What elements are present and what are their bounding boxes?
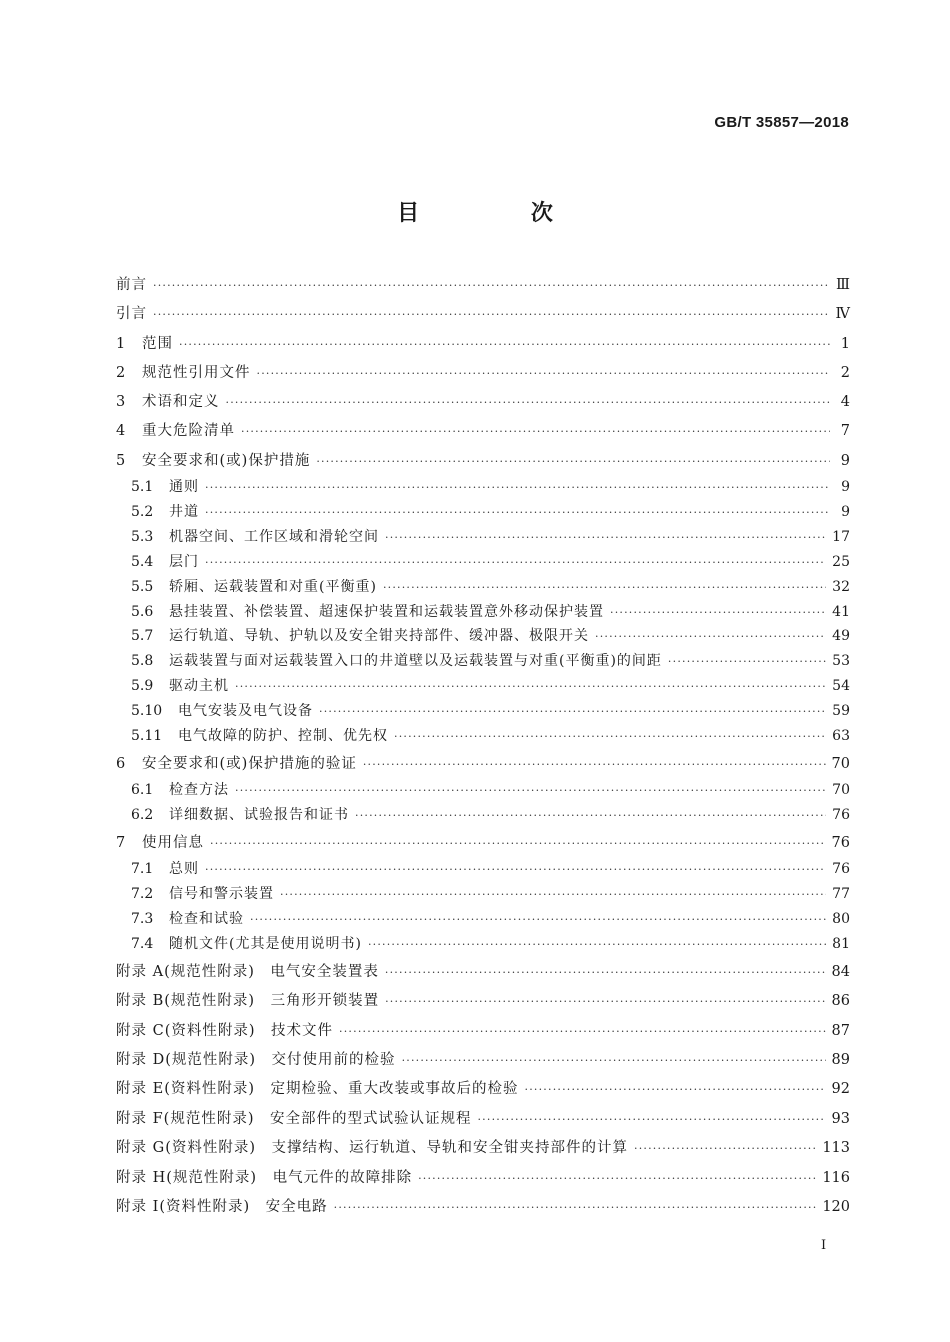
toc-entry-page: 1 <box>840 335 850 352</box>
toc-entry-page: 120 <box>822 1198 850 1215</box>
dot-leader <box>477 1110 825 1130</box>
toc-entry-label: 附录 F(规范性附录) 安全部件的型式试验认证规程 <box>116 1110 472 1127</box>
toc-entry-number: 2 <box>116 364 126 381</box>
toc-entry[interactable] <box>116 959 850 988</box>
dot-leader <box>334 1198 817 1218</box>
toc-entry-page: 86 <box>831 993 850 1010</box>
toc-entry[interactable] <box>116 934 850 959</box>
page-number: I <box>821 1238 827 1253</box>
toc-entry-number: 5.9 <box>131 678 154 695</box>
toc-entry-label: 驱动主机 <box>169 678 229 695</box>
dot-leader <box>235 781 826 801</box>
toc-entry-label: 安全要求和(或)保护措施的验证 <box>142 755 357 772</box>
toc-entry-label: 井道 <box>169 503 199 520</box>
toc-entry[interactable] <box>116 477 850 502</box>
toc-entry[interactable] <box>116 751 850 780</box>
toc-entry[interactable] <box>116 780 850 805</box>
toc-entry-label: 安全要求和(或)保护措施 <box>142 452 311 469</box>
toc-entry[interactable] <box>116 805 850 830</box>
toc-entry-number: 6.1 <box>131 782 154 799</box>
toc-entry-page: Ⅲ <box>836 277 850 293</box>
toc-entry-page: 70 <box>831 755 850 772</box>
dot-leader <box>153 305 830 325</box>
toc-entry[interactable] <box>116 331 850 360</box>
dot-leader <box>235 677 826 697</box>
dot-leader <box>634 1139 816 1159</box>
toc-entry-label: 随机文件(尤其是使用说明书) <box>169 935 362 952</box>
toc-entry-page: 87 <box>831 1022 850 1039</box>
toc-entry-page: 92 <box>831 1081 850 1098</box>
dot-leader <box>385 992 825 1012</box>
toc-entry-page: 80 <box>832 911 850 928</box>
toc-entry-label: 悬挂装置、补偿装置、超速保护装置和运载装置意外移动保护装置 <box>169 603 604 620</box>
dot-leader <box>355 806 826 826</box>
toc-entry-page: 17 <box>832 528 850 545</box>
toc-entry-number: 5 <box>116 452 126 469</box>
toc-entry[interactable] <box>116 884 850 909</box>
toc-entry-label: 术语和定义 <box>142 394 220 411</box>
toc-entry-label: 检查方法 <box>169 782 229 799</box>
toc-entry[interactable] <box>116 272 850 301</box>
toc-entry-label: 信号和警示装置 <box>169 886 274 903</box>
toc-entry-page: 54 <box>832 678 850 695</box>
toc-entry-page: 7 <box>840 423 850 440</box>
toc-entry-label: 运载装置与面对运载装置入口的井道壁以及运载装置与对重(平衡重)的间距 <box>169 653 662 670</box>
toc-entry-number: 4 <box>116 423 126 440</box>
dot-leader <box>280 885 826 905</box>
dot-leader <box>257 364 831 384</box>
toc-entry-page: Ⅳ <box>835 306 850 323</box>
toc-entry[interactable] <box>116 859 850 884</box>
toc-entry-number: 5.4 <box>131 553 154 570</box>
toc-entry-label: 轿厢、运载装置和对重(平衡重) <box>169 578 377 595</box>
toc-entry-label: 规范性引用文件 <box>142 364 251 381</box>
dot-leader <box>525 1080 826 1100</box>
toc-entry-number: 5.5 <box>131 578 154 595</box>
toc-entry-number: 6.2 <box>131 807 154 824</box>
toc-entry-label: 使用信息 <box>142 834 204 851</box>
toc-entry-page: 25 <box>832 553 850 570</box>
toc-entry-label: 重大危险清单 <box>142 423 235 440</box>
toc-entry-page: 76 <box>831 834 850 851</box>
dot-leader <box>179 335 830 355</box>
toc-entry[interactable] <box>116 1165 850 1194</box>
toc-entry-label: 附录 G(资料性附录) 支撑结构、运行轨道、导轨和安全钳夹持部件的计算 <box>116 1140 629 1157</box>
toc-entry[interactable] <box>116 602 850 627</box>
toc-entry-page: 113 <box>822 1140 850 1157</box>
toc-entry-label: 附录 E(资料性附录) 定期检验、重大改装或事故后的检验 <box>116 1081 519 1098</box>
toc-entry-page: 84 <box>831 963 850 980</box>
toc-entry[interactable] <box>116 527 850 552</box>
dot-leader <box>668 652 826 672</box>
toc-entry[interactable] <box>116 1106 850 1135</box>
toc-entry[interactable] <box>116 1047 850 1076</box>
toc-entry[interactable] <box>116 988 850 1017</box>
dot-leader <box>385 963 826 983</box>
toc-entry[interactable] <box>116 418 850 447</box>
toc-entry-number: 7.4 <box>131 935 154 952</box>
toc-entry-label: 附录 H(规范性附录) 电气元件的故障排除 <box>116 1169 413 1186</box>
table-of-contents <box>116 272 850 1223</box>
dot-leader <box>250 910 826 930</box>
toc-title: 目 次 <box>397 201 605 226</box>
toc-entry-number: 6 <box>116 755 126 772</box>
toc-entry-label: 附录 B(规范性附录) 三角形开锁装置 <box>116 993 380 1010</box>
toc-entry-label: 附录 C(资料性附录) 技术文件 <box>116 1022 334 1039</box>
toc-entry-page: 76 <box>832 861 850 878</box>
dot-leader <box>316 452 830 472</box>
toc-entry-page: 9 <box>841 503 850 520</box>
dot-leader <box>205 553 826 573</box>
toc-entry-page: 63 <box>832 727 850 744</box>
toc-entry-label: 总则 <box>169 861 199 878</box>
toc-entry[interactable] <box>116 651 850 676</box>
dot-leader <box>383 578 826 598</box>
dot-leader <box>153 276 830 296</box>
toc-entry-page: 2 <box>840 364 850 381</box>
toc-entry-number: 7.3 <box>131 911 154 928</box>
toc-entry-label: 附录 D(规范性附录) 交付使用前的检验 <box>116 1051 396 1068</box>
toc-entry[interactable] <box>116 626 850 651</box>
toc-entry-number: 5.1 <box>131 479 154 496</box>
toc-entry-label: 电气故障的防护、控制、优先权 <box>178 727 388 744</box>
toc-entry[interactable] <box>116 1135 850 1164</box>
toc-entry-label: 详细数据、试验报告和证书 <box>169 807 349 824</box>
dot-leader <box>385 528 826 548</box>
toc-entry-label: 机器空间、工作区域和滑轮空间 <box>169 528 379 545</box>
toc-entry-number: 5.6 <box>131 603 154 620</box>
toc-entry-number: 3 <box>116 394 126 411</box>
toc-entry-number: 5.10 <box>131 703 163 720</box>
toc-entry-page: 9 <box>841 479 850 496</box>
toc-entry[interactable] <box>116 360 850 389</box>
toc-entry-number: 5.7 <box>131 628 154 645</box>
toc-entry-page: 116 <box>822 1169 850 1186</box>
dot-leader <box>205 478 830 498</box>
toc-entry-number: 5.2 <box>131 503 154 520</box>
dot-leader <box>339 1022 826 1042</box>
dot-leader <box>368 935 826 955</box>
dot-leader <box>205 860 826 880</box>
toc-entry-label: 引言 <box>116 306 147 323</box>
toc-entry-number: 5.3 <box>131 528 154 545</box>
toc-entry-page: 32 <box>832 578 850 595</box>
dot-leader <box>418 1169 816 1189</box>
toc-entry-page: 81 <box>832 935 850 952</box>
toc-entry[interactable] <box>116 577 850 602</box>
dot-leader <box>205 503 830 523</box>
toc-entry-number: 7 <box>116 834 126 851</box>
toc-entry[interactable] <box>116 909 850 934</box>
dot-leader <box>402 1051 826 1071</box>
dot-leader <box>210 834 826 854</box>
toc-entry-label: 附录 A(规范性附录) 电气安全装置表 <box>116 963 379 980</box>
toc-entry[interactable] <box>116 448 850 477</box>
toc-entry-page: 41 <box>832 603 850 620</box>
toc-entry[interactable] <box>116 1076 850 1105</box>
toc-entry-page: 93 <box>831 1110 850 1127</box>
toc-entry-page: 4 <box>840 394 850 411</box>
dot-leader <box>319 702 826 722</box>
dot-leader <box>226 393 831 413</box>
dot-leader <box>610 603 826 623</box>
toc-entry-label: 电气安装及电气设备 <box>178 703 313 720</box>
toc-entry[interactable] <box>116 301 850 330</box>
toc-entry[interactable] <box>116 676 850 701</box>
toc-entry-page: 70 <box>832 782 850 799</box>
toc-entry-label: 通则 <box>169 479 199 496</box>
toc-entry-page: 77 <box>832 886 850 903</box>
toc-entry-label: 检查和试验 <box>169 911 244 928</box>
toc-entry-label: 前言 <box>116 277 147 293</box>
toc-entry-number: 7.1 <box>131 861 154 878</box>
toc-entry-page: 49 <box>832 628 850 645</box>
dot-leader <box>241 422 830 442</box>
toc-entry-label: 范围 <box>142 335 173 352</box>
dot-leader <box>595 627 826 647</box>
dot-leader <box>363 755 826 775</box>
toc-entry-number: 5.8 <box>131 653 154 670</box>
toc-entry[interactable] <box>116 726 850 751</box>
toc-entry[interactable] <box>116 701 850 726</box>
toc-entry-label: 运行轨道、导轨、护轨以及安全钳夹持部件、缓冲器、极限开关 <box>169 628 589 645</box>
document-code: GB/T 35857—2018 <box>714 114 849 131</box>
toc-entry-number: 1 <box>116 335 126 352</box>
toc-entry[interactable] <box>116 389 850 418</box>
toc-entry[interactable] <box>116 830 850 859</box>
toc-entry-page: 59 <box>832 703 850 720</box>
toc-entry-label: 层门 <box>169 553 199 570</box>
toc-entry-label: 附录 I(资料性附录) 安全电路 <box>116 1198 328 1215</box>
toc-entry[interactable] <box>116 1194 850 1223</box>
toc-entry-number: 7.2 <box>131 886 154 903</box>
toc-entry[interactable] <box>116 1018 850 1047</box>
toc-entry[interactable] <box>116 552 850 577</box>
dot-leader <box>394 727 826 747</box>
toc-entry[interactable] <box>116 502 850 527</box>
toc-entry-page: 89 <box>831 1051 850 1068</box>
toc-entry-page: 9 <box>840 452 850 469</box>
toc-entry-page: 76 <box>832 807 850 824</box>
toc-entry-number: 5.11 <box>131 727 163 744</box>
toc-entry-page: 53 <box>832 653 850 670</box>
